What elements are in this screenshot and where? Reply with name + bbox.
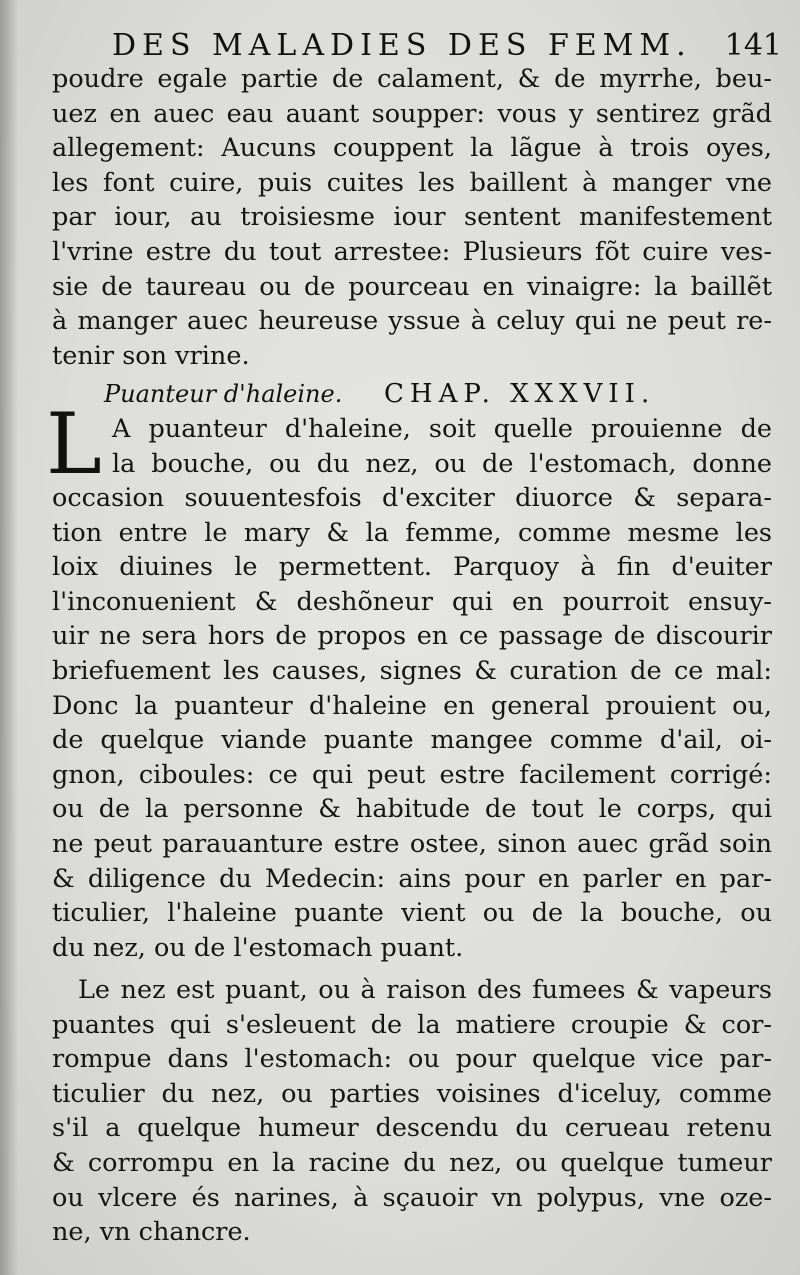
text-line: tion entre le mary & la femme, comme mesme les <box>52 517 772 548</box>
text-line: sie de taureau ou de pourceau en vinaigre: la baillẽt <box>52 271 772 302</box>
text-line: poudre egale partie de calament, & de myrrhe, beu- <box>52 64 772 94</box>
text-line: ou vlcere és narines, à sçauoir vn polypus, vne oze- <box>52 1182 772 1213</box>
continued-paragraph <box>52 62 772 373</box>
paragraph-body <box>52 481 772 965</box>
page-number: 141 <box>724 28 782 63</box>
text-line: occasion souuentesfois d'exciter diuorce & separa- <box>52 483 772 513</box>
chapter-number: CHAP. XXXVII. <box>384 379 656 409</box>
text-line: s'il a quelque humeur descendu du cerueau retenu <box>52 1113 772 1144</box>
text-line: du nez, ou de l'estomach puant. <box>52 932 464 963</box>
text-line: Donc la puanteur d'haleine en general prouient ou, <box>52 690 772 721</box>
text-line: de quelque viande puante mangee comme d'ail, oi- <box>52 725 772 756</box>
text-line: les font cuire, puis cuites les baillent à manger vne <box>52 167 772 198</box>
text-line: & diligence du Medecin: ains pour en parler en par- <box>52 863 772 894</box>
text-line: ou de la personne & habitude de tout le corps, qui <box>52 794 772 825</box>
text-line: l'inconuenient & deshõneur qui en pourroit ensuy- <box>52 586 772 617</box>
text-line: ne, vn chancre. <box>52 1217 251 1248</box>
gutter-shadow <box>0 0 18 1275</box>
text-line: la bouche, ou du nez, ou de l'estomach, donne <box>112 448 772 479</box>
page-header <box>112 26 782 66</box>
text-line: rompue dans l'estomach: ou pour quelque vice par- <box>52 1044 772 1075</box>
text-line: & corrompu en la racine du nez, ou quelque tumeur <box>52 1147 772 1178</box>
text-line: gnon, ciboules: ce qui peut estre facilement corrigé: <box>52 759 772 790</box>
chapter-title: Puanteur d'haleine. <box>104 380 343 408</box>
text-line: briefuement les causes, signes & curation de ce mal: <box>52 655 772 686</box>
text-line: ticulier, l'haleine puante vient ou de la bouche, ou <box>52 898 772 929</box>
text-line: loix diuines le permettent. Parquoy à fin d'euiter <box>52 552 772 583</box>
chapter-heading <box>104 374 744 414</box>
text-line: à manger auec heureuse yssue à celuy qui ne peut re- <box>52 306 772 337</box>
drop-cap: L <box>46 395 102 493</box>
text-line: uir ne sera hors de propos en ce passage de discourir <box>52 621 772 652</box>
text-line: allegement: Aucuns couppent la lãgue à trois oyes, <box>52 133 772 164</box>
text-line: puantes qui s'esleuent de la matiere croupie & cor- <box>52 1009 772 1040</box>
running-title: DES MALADIES DES FEMM. <box>112 28 692 63</box>
paragraph-opening <box>112 412 772 481</box>
text-line: tenir son vrine. <box>52 340 250 371</box>
text-line: Le nez est puant, ou à raison des fumees & vapeurs <box>78 975 772 1005</box>
text-line: uez en auec eau auant soupper: vous y sentirez grãd <box>52 98 772 129</box>
text-line: par iour, au troisiesme iour sentent manifestement <box>52 202 772 233</box>
text-line: ticulier du nez, ou parties voisines d'iceluy, comme <box>52 1078 772 1109</box>
text-line: ne peut parauanture estre ostee, sinon auec grãd soin <box>52 828 772 859</box>
paragraph-nose <box>52 973 772 1250</box>
text-line: A puanteur d'haleine, soit quelle prouienne de <box>112 414 772 444</box>
text-line: l'vrine estre du tout arrestee: Plusieurs fõt cuire ves- <box>52 236 772 267</box>
